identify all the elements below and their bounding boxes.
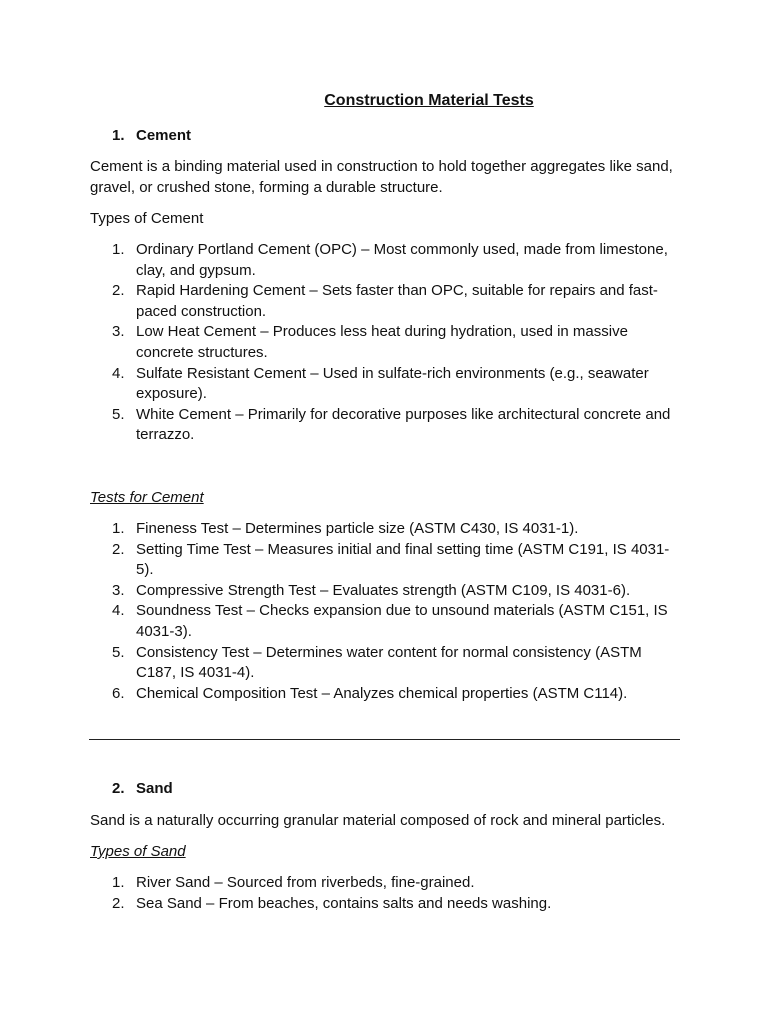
list-item: 1. Fineness Test – Determines particle size (ASTM C430, IS 4031-1). [112,520,579,537]
cement-types-list [112,240,682,446]
types-of-cement-heading: Types of Cement [90,210,204,227]
list-item: 2. Sea Sand – From beaches, contains salts and needs washing. [112,894,552,912]
horizontal-divider [89,739,680,740]
types-of-sand-heading: Types of Sand [90,843,186,860]
tests-for-cement-heading: Tests for Cement [90,489,204,506]
section-title: Sand [136,780,173,797]
page-title: Construction Material Tests [324,92,534,109]
list-item: 3. Compressive Strength Test – Evaluates strength (ASTM C109, IS 4031-6). [112,581,631,599]
cement-tests-list [112,519,682,704]
sand-types-list [112,873,682,914]
list-item: 2. Rapid Hardening Cement – Sets faster than OPC, suitable for repairs and fast-paced construction. [112,282,658,320]
list-item: 6. Chemical Composition Test – Analyzes chemical properties (ASTM C114). [112,684,628,702]
list-item: 1. Ordinary Portland Cement (OPC) – Most commonly used, made from limestone, clay, and gypsum. [112,241,668,279]
section-number: 2. [112,780,125,797]
section-number: 1. [112,127,125,144]
list-item: 2. Setting Time Test – Measures initial and final setting time (ASTM C191, IS 4031-5). [112,540,670,579]
list-item: 4. Soundness Test – Checks expansion due to unsound materials (ASTM C151, IS 4031-3). [112,602,668,640]
section-title: Cement [136,127,192,144]
list-item: 4. Sulfate Resistant Cement – Used in sulfate-rich environments (e.g., seawater exposure). [112,364,649,403]
list-item: 5. Consistency Test – Determines water content for normal consistency (ASTM C187, IS 4031-4). [112,643,642,682]
cement-intro-paragraph: Cement is a binding material used in construction to hold together aggregates like sand, gravel, or crushed stone, forming a durable structure. [90,158,673,196]
list-item: 5. White Cement – Primarily for decorative purposes like architectural concrete and terrazzo. [112,405,671,444]
section-heading-cement [112,126,191,147]
list-item: 3. Low Heat Cement – Produces less heat during hydration, used in massive concrete structures. [112,323,628,361]
sand-intro-paragraph: Sand is a naturally occurring granular material composed of rock and mineral particles. [90,812,666,829]
section-heading-sand [112,779,173,800]
list-item: 1. River Sand – Sourced from riverbeds, fine-grained. [112,874,475,891]
